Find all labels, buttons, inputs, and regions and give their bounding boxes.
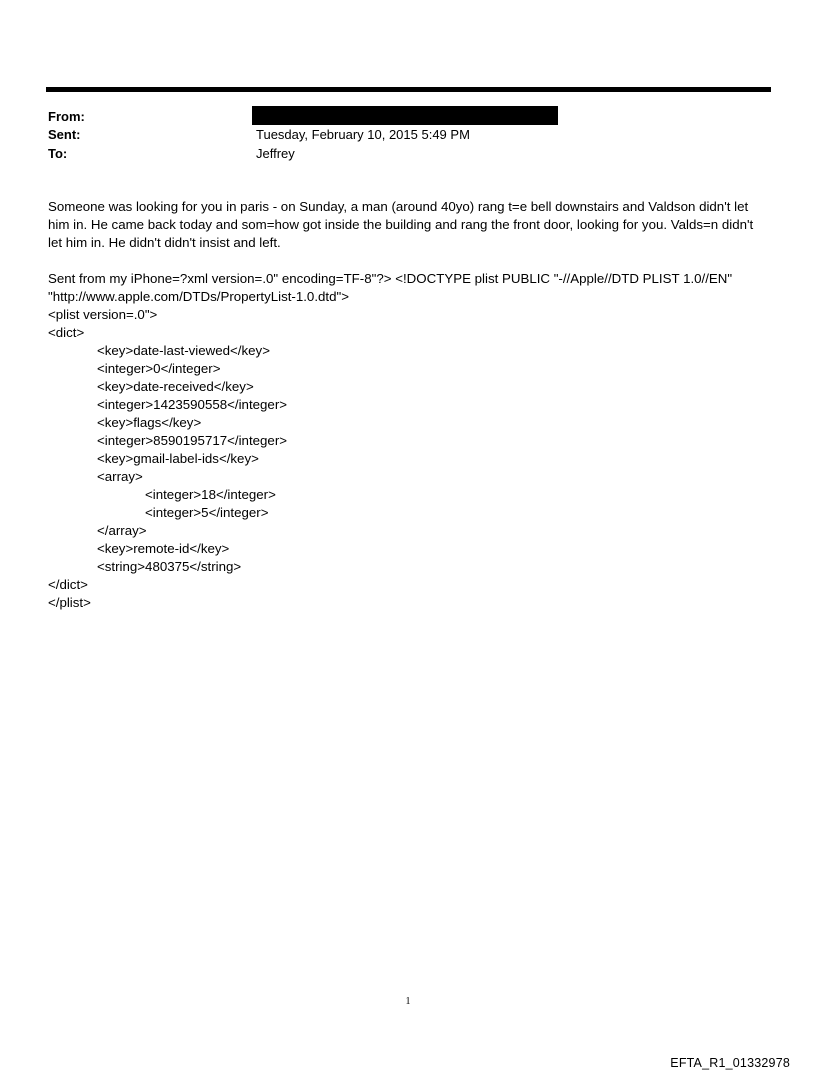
plist-line: </plist> bbox=[48, 595, 91, 610]
plist-line: <key>flags</key> bbox=[97, 415, 202, 430]
plist-line: </array> bbox=[97, 523, 147, 538]
to-label: To: bbox=[48, 146, 68, 161]
message-paragraph: Someone was looking for you in paris - on Sunday, a man (around 40yo) rang t=e bell downstairs and Valdson didn't let him in. He came back today and som=how got inside the building and rang the front door, looking for you. Valds=n didn't let him in. He didn't didn't insist and left. bbox=[48, 199, 754, 250]
email-body bbox=[48, 198, 770, 612]
page-number: 1 bbox=[405, 996, 411, 1007]
plist-line: <key>date-last-viewed</key> bbox=[97, 343, 270, 358]
plist-line: <dict> bbox=[48, 325, 85, 340]
plist-line: <key>gmail-label-ids</key> bbox=[97, 451, 259, 466]
sent-label: Sent: bbox=[48, 127, 81, 142]
plist-line: <integer>0</integer> bbox=[97, 361, 221, 376]
plist-line: <array> bbox=[97, 469, 143, 484]
plist-line: <integer>5</integer> bbox=[145, 505, 269, 520]
header-rule bbox=[46, 87, 771, 92]
sent-value: Tuesday, February 10, 2015 5:49 PM bbox=[256, 127, 470, 142]
plist-block bbox=[48, 306, 770, 612]
to-value: Jeffrey bbox=[256, 146, 295, 161]
plist-line: <integer>1423590558</integer> bbox=[97, 397, 288, 412]
redaction-bar bbox=[252, 106, 558, 125]
document-id: EFTA_R1_01332978 bbox=[670, 1056, 790, 1070]
plist-line: <key>date-received</key> bbox=[97, 379, 254, 394]
from-label: From: bbox=[48, 109, 85, 124]
plist-line: <key>remote-id</key> bbox=[97, 541, 230, 556]
plist-line: <integer>18</integer> bbox=[145, 487, 276, 502]
plist-line: <integer>8590195717</integer> bbox=[97, 433, 288, 448]
plist-intro: Sent from my iPhone=?xml version=.0" encoding=TF-8"?> <!DOCTYPE plist PUBLIC "-//Apple//DTD PLIST 1.0//EN" "http://www.apple.com/DTDs/PropertyList-1.0.dtd"> bbox=[48, 271, 733, 304]
plist-line: <plist version=.0"> bbox=[48, 307, 158, 322]
plist-line: </dict> bbox=[48, 577, 88, 592]
plist-line: <string>480375</string> bbox=[97, 559, 242, 574]
